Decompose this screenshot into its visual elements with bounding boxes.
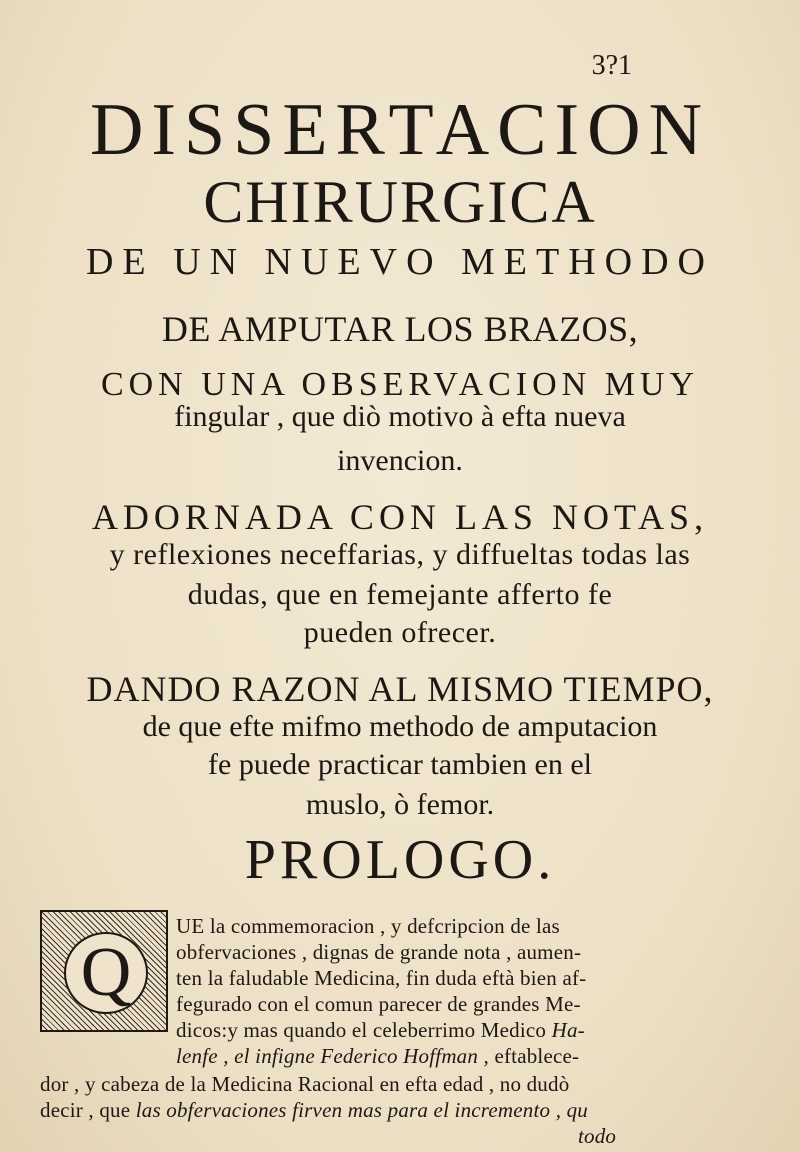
title-line-3: DE UN NUEVO METHODO xyxy=(85,241,714,283)
title-line-4: DE AMPUTAR LOS BRAZOS, xyxy=(161,309,639,349)
prologue-line-2: obfervaciones , dignas de grande nota , aumen- xyxy=(176,940,582,964)
prologue-line-8-text: decir , que xyxy=(40,1098,131,1122)
prologue-heading: PROLOGO. xyxy=(244,829,556,891)
subtitle-line-2: fingular , que diò motivo à efta nueva xyxy=(174,400,626,433)
prologue-line-7: dor , y cabeza de la Medicina Racional en efta edad , no dudò xyxy=(40,1072,570,1096)
decorated-initial xyxy=(40,910,168,1032)
subtitle-line-1: CON UNA OBSERVACION MUY xyxy=(100,366,700,403)
notes-line-3: dudas, que en femejante afferto fe xyxy=(187,578,613,611)
initial-letter: Q xyxy=(64,932,148,1014)
notes-line-4: pueden ofrecer. xyxy=(303,616,497,649)
prologue-line-6-text: eftablece- xyxy=(494,1044,580,1068)
prologue-line-6-italic: lenfe , el infigne Federico Hoffman , xyxy=(176,1044,489,1068)
prologue-line-5 xyxy=(176,1018,585,1043)
reason-line-1: DANDO RAZON AL MISMO TIEMPO, xyxy=(86,669,714,709)
reason-line-2: de que efte mifmo methodo de amputacion xyxy=(142,710,658,743)
prologue-line-5-text: dicos:y mas quando el celeberrimo Medico xyxy=(176,1018,547,1042)
prologue-line-8-italic: las obfervaciones firven mas para el incremento , qu xyxy=(135,1098,588,1122)
catchword: todo xyxy=(578,1124,617,1148)
prologue-line-3: ten la faludable Medicina, fin duda eftà bien af- xyxy=(176,966,587,990)
prologue-line-1: UE la commemoracion , y defcripcion de las xyxy=(176,914,560,938)
title-line-1: DISSERTACION xyxy=(89,89,711,171)
notes-line-1: ADORNADA CON LAS NOTAS, xyxy=(91,497,709,537)
reason-line-4: muslo, ò femor. xyxy=(305,788,495,821)
reason-line-3: fe puede practicar tambien en el xyxy=(208,748,592,781)
prologue-line-5-italic: Ha- xyxy=(551,1018,585,1042)
notes-line-2: y reflexiones neceffarias, y diffueltas todas las xyxy=(109,538,691,571)
subtitle-line-3: invencion. xyxy=(337,444,463,477)
title-line-2: CHIRURGICA xyxy=(203,169,597,235)
prologue-line-8 xyxy=(40,1098,588,1123)
page-number: 3?1 xyxy=(591,50,632,81)
prologue-line-4: fegurado con el comun parecer de grandes Me- xyxy=(176,992,581,1016)
prologue-line-6 xyxy=(176,1044,579,1069)
